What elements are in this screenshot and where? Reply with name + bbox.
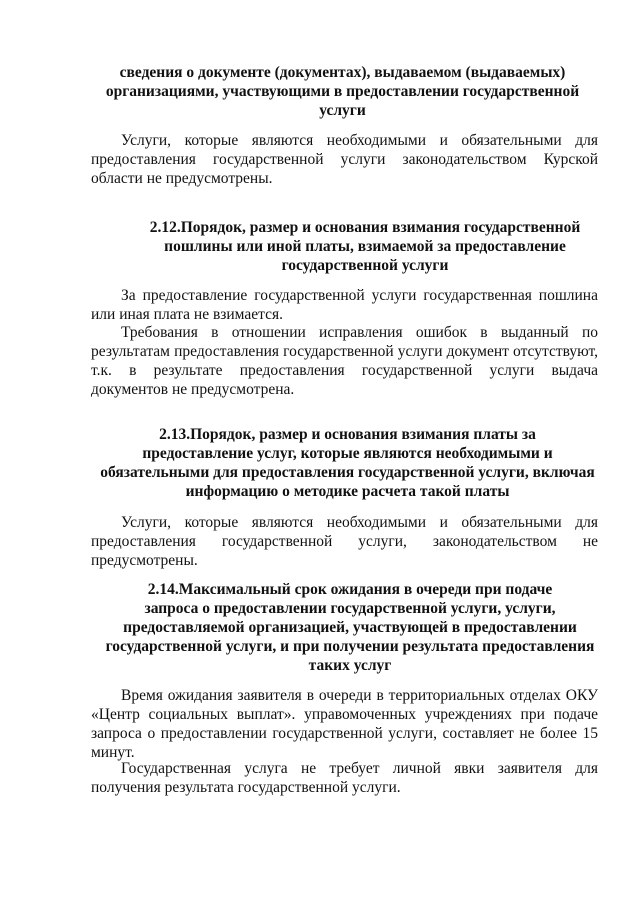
intro-heading-line: услуги (319, 102, 366, 119)
section-2-14-paragraph-2: Государственная услуга не требует личной явки заявителя для получения результата государственной услуги. (91, 760, 598, 796)
heading-line: государственной услуги, и при получении результата предоставления (105, 638, 595, 655)
heading-line: пошлины или иной платы, взимаемой за предоставление (164, 238, 566, 255)
heading-line: предоставляемой организацией, участвующей в предоставлении (123, 619, 577, 636)
intro-heading (95, 63, 590, 120)
section-2-13-paragraph-1: Услуги, которые являются необходимыми и обязательными для предоставления государственной услуги, законодательством не предусмотрены. (91, 514, 598, 569)
section-2-13-heading (90, 425, 605, 501)
heading-line: запроса о предоставлении государственной услуги, услуги, (144, 600, 556, 617)
heading-line: обязательными для предоставления государственной услуги, включая (100, 464, 595, 481)
section-2-14-paragraph-1: Время ожидания заявителя в очереди в территориальных отделах ОКУ «Центр социальных выплат». управомоченных учреждениях при подаче запроса о предоставлении государственной услуги, составляет не более 15 минут. (91, 687, 598, 761)
heading-line: 2.12.Порядок, размер и основания взимания государственной (149, 219, 581, 236)
intro-heading-line: организациями, участвующими в предоставлении государственной (105, 83, 580, 100)
section-2-12-heading (120, 218, 610, 275)
heading-line: информацию о методике расчета такой платы (185, 483, 510, 500)
section-2-12-paragraph-1: За предоставление государственной услуги государственная пошлина или иная плата не взимается. (91, 287, 598, 323)
intro-paragraph: Услуги, которые являются необходимыми и обязательными для предоставления государственной услуги законодательством Курской области не предусмотрены. (91, 132, 598, 187)
heading-line: предоставление услуг, которые являются необходимыми и (142, 445, 553, 462)
heading-line: 2.13.Порядок, размер и основания взимания платы за (159, 426, 536, 443)
heading-line: таких услуг (308, 657, 392, 674)
heading-line: государственной услуги (281, 257, 449, 274)
section-2-12-paragraph-2: Требования в отношении исправления ошибок в выданный по результатам предоставления государственной услуги документ отсутствуют, т.к. в результате предоставления государственной услуги выдача документов не предусмотрена. (91, 324, 598, 398)
heading-line: 2.14.Максимальный срок ожидания в очереди при подаче (147, 581, 553, 598)
intro-heading-line: сведения о документе (документах), выдаваемом (выдаваемых) (119, 64, 566, 81)
section-2-14-heading (95, 580, 605, 675)
